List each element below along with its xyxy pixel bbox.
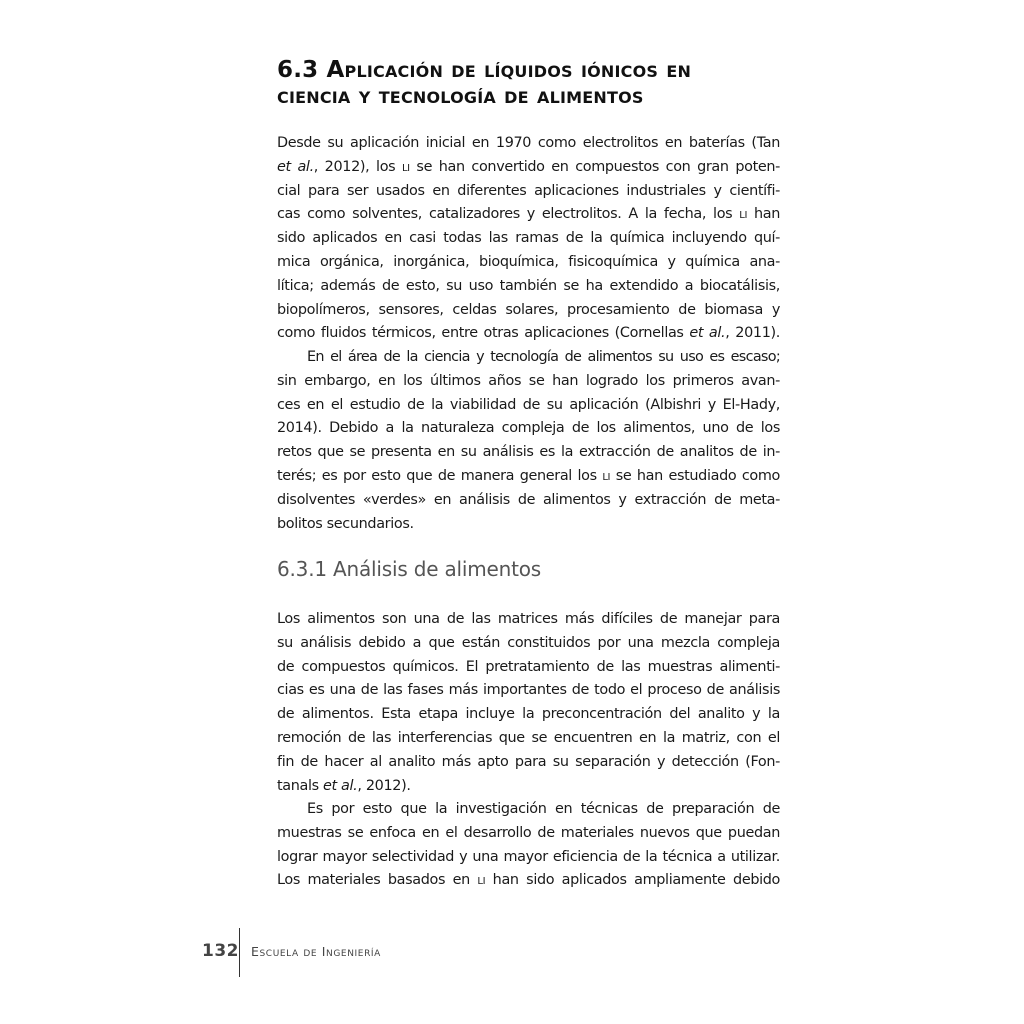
text-line: muestras se enfoca en el desarrollo de materiales nuevos que puedan [277, 824, 780, 841]
text-line: cial para ser usados en diferentes aplicaciones industriales y científi- [277, 182, 780, 199]
italic-text: et al. [277, 158, 314, 175]
text-fragment: , 2012). [357, 777, 411, 794]
section-title [277, 57, 780, 109]
paragraph-3 [277, 608, 780, 798]
abbreviation: li [602, 467, 611, 484]
italic-text: et al. [323, 777, 358, 794]
italic-text: et al. [689, 325, 726, 342]
text-line [277, 156, 780, 180]
text-line: 2014). Debido a la naturaleza compleja de los alimentos, uno de los [277, 420, 780, 437]
text-fragment: Los materiales basados en [277, 872, 478, 889]
section-title-line-2: ciencia y tecnología de alimentos [277, 83, 644, 109]
text-line: ces en el estudio de la viabilidad de su aplicación (Albishri y El-Hady, [277, 396, 780, 413]
text-fragment: terés; es por esto que de manera general los [277, 467, 603, 484]
text-line: su análisis debido a que están constituidos por una mezcla compleja [277, 634, 780, 651]
text-fragment: , 2012), los [313, 158, 402, 175]
text-line: Los alimentos son una de las matrices más difíciles de manejar para [277, 611, 780, 627]
text-line: cias es una de las fases más importantes de todo el proceso de análisis [277, 682, 780, 699]
text-fragment: han sido aplicados ampliamente debido [485, 872, 780, 889]
text-line: biopolímeros, sensores, celdas solares, procesamiento de biomasa y [277, 301, 780, 318]
text-line: lograr mayor selectividad y una mayor eficiencia de la técnica a utilizar. [277, 848, 780, 865]
text-line: lítica; además de esto, su uso también se ha extendido a biocatálisis, [277, 277, 780, 294]
text-fragment: se han convertido en compuestos con gran poten- [409, 158, 780, 175]
text-line: disolventes «verdes» en análisis de alimentos y extracción de meta- [277, 491, 780, 508]
text-line: sido aplicados en casi todas las ramas de la química incluyendo quí- [277, 230, 780, 247]
text-line [277, 203, 780, 227]
text-fragment: han [747, 206, 780, 223]
text-line: de alimentos. Esta etapa incluye la preconcentración del analito y la [277, 706, 780, 723]
section-title-line-1: 6.3 Aplicación de líquidos iónicos en [277, 57, 692, 83]
text-fragment: cas como solventes, catalizadores y electrolitos. A la fecha, los [277, 206, 740, 223]
text-line: En el área de la ciencia y tecnología de alimentos su uso es escaso; [307, 349, 780, 365]
abbreviation: li [739, 206, 748, 223]
paragraph-4 [277, 798, 780, 893]
text-fragment: tanals [277, 777, 324, 794]
text-line: retos que se presenta en su análisis es la extracción de analitos de in- [277, 444, 780, 461]
text-line [277, 322, 780, 346]
text-line: Es por esto que la investigación en técnicas de preparación de [307, 801, 780, 817]
paragraph-1 [277, 132, 780, 346]
text-line: Desde su aplicación inicial en 1970 como electrolitos en baterías (Tan [277, 135, 780, 151]
text-line [277, 465, 780, 489]
paragraph-2 [277, 346, 780, 536]
text-line [277, 869, 780, 893]
abbreviation: li [477, 872, 486, 889]
subsection-title: 6.3.1 Análisis de alimentos [277, 557, 542, 581]
running-footer: Escuela de Ingeniería [251, 944, 381, 959]
text-line: sin embargo, en los últimos años se han logrado los primeros avan- [277, 372, 780, 389]
text-line: fin de hacer al analito más apto para su separación y detección (Fon- [277, 753, 780, 770]
text-fragment: , 2011). [725, 325, 780, 342]
text-fragment: se han estudiado como [610, 467, 781, 484]
abbreviation: li [401, 158, 410, 175]
text-line: mica orgánica, inorgánica, bioquímica, fisicoquímica y química ana- [277, 253, 780, 270]
text-line [277, 775, 780, 799]
text-line: remoción de las interferencias que se encuentren en la matriz, con el [277, 729, 780, 746]
text-line: de compuestos químicos. El pretratamiento de las muestras alimenti- [277, 658, 780, 675]
text-line: bolitos secundarios. [277, 515, 414, 532]
page-number: 132 [202, 941, 239, 961]
text-fragment: como fluidos térmicos, entre otras aplicaciones (Cornellas [277, 325, 690, 342]
footer-divider [239, 928, 240, 977]
